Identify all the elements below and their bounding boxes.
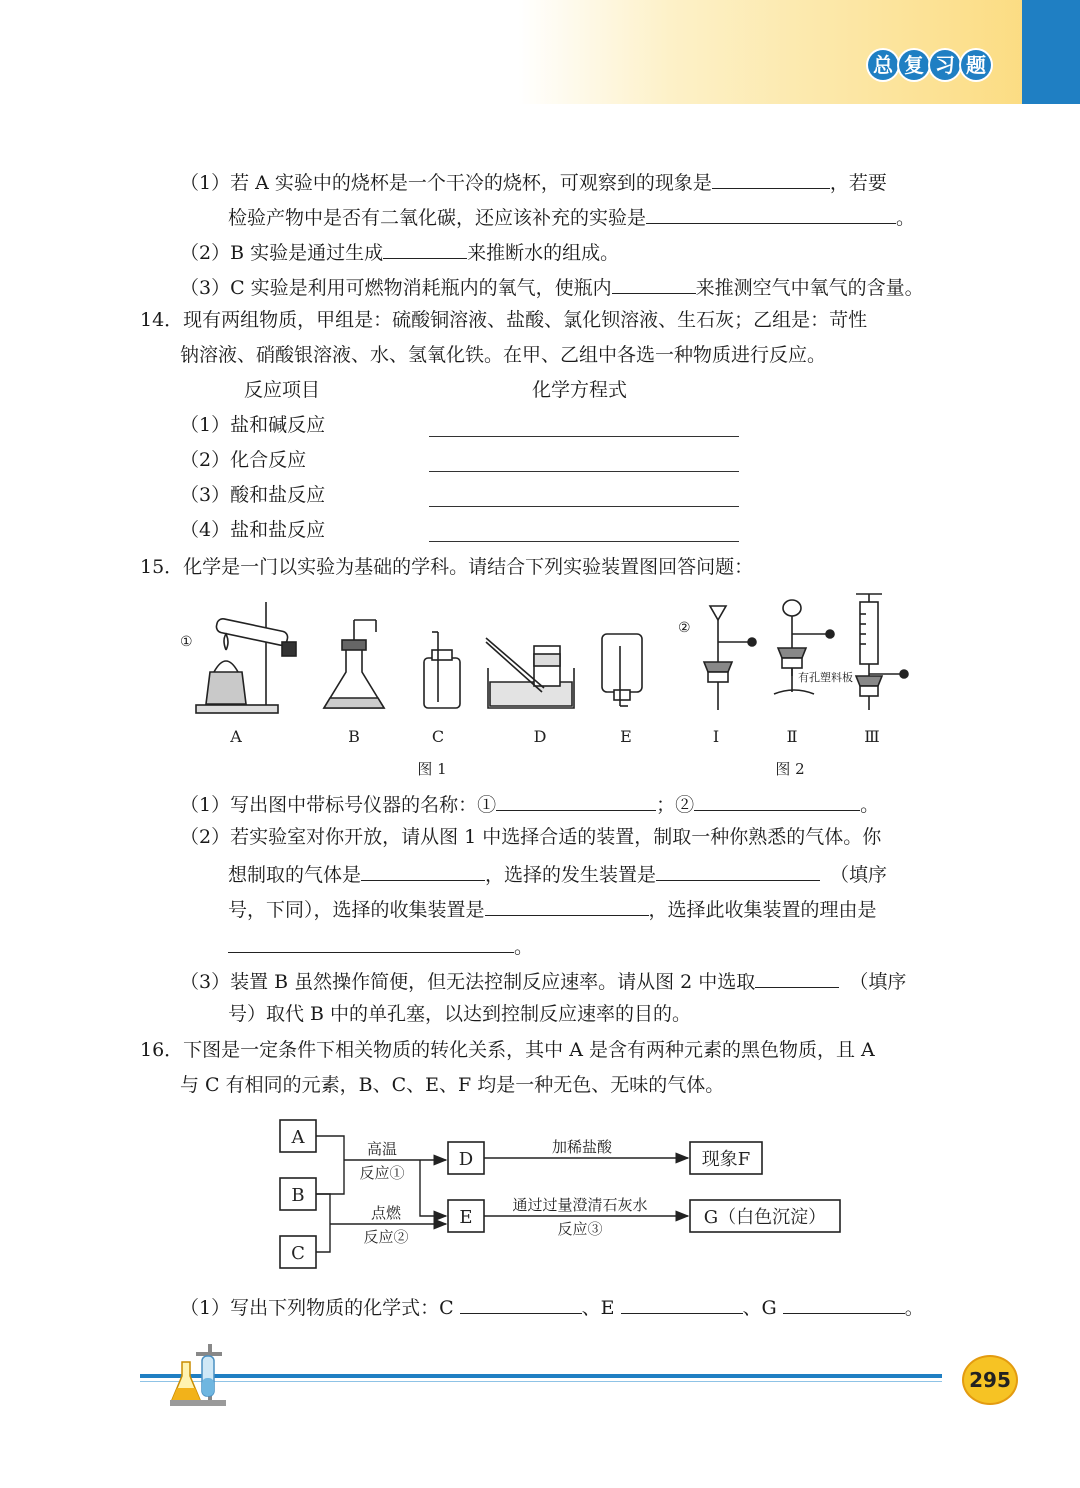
marker-1: ① <box>180 634 193 650</box>
answer-blank[interactable] <box>656 860 820 881</box>
q15-part1: （1）写出图中带标号仪器的名称：① ；② 。 <box>180 790 879 817</box>
answer-blank[interactable] <box>755 967 839 988</box>
equation-blank[interactable] <box>429 505 739 507</box>
q13-part1-line1: （1）若 A 实验中的烧杯是一个干冷的烧杯，可观察到的现象是 ，若要 <box>180 168 887 195</box>
title-char: 总 <box>868 50 898 80</box>
fig2-label-i: Ⅰ <box>712 727 720 746</box>
q14-column-reaction: 反应项目 <box>244 379 321 401</box>
q16-stem-line1: 16．下图是一定条件下相关物质的转化关系，其中 A 是含有两种元素的黑色物质，且 A <box>140 1039 875 1061</box>
answer-blank[interactable] <box>228 932 514 953</box>
equation-blank[interactable] <box>429 470 739 472</box>
label-e: E <box>459 1207 473 1228</box>
section-title <box>868 50 992 82</box>
q16-stem-line2: 与 C 有相同的元素，B、C、E、F 均是一种无色、无味的气体。 <box>180 1074 725 1096</box>
q13-part2: （2）B 实验是通过生成 来推断水的组成。 <box>180 238 619 265</box>
q15-part2-line3: 号，下同），选择的收集装置是 ，选择此收集装置的理由是 <box>228 895 877 922</box>
q13-part1-line2: 检验产物中是否有二氧化碳，还应该补充的实验是 。 <box>228 203 915 230</box>
apparatus-a <box>196 602 296 713</box>
arrow3-condition: 加稀盐酸 <box>551 1138 613 1156</box>
fig2-label-iii: Ⅲ <box>864 727 880 746</box>
fig1-caption: 图 1 <box>417 760 447 778</box>
answer-blank[interactable] <box>612 273 696 294</box>
q15-part3-line2: 号）取代 B 中的单孔塞，以达到控制反应速率的目的。 <box>228 1003 692 1025</box>
answer-blank[interactable] <box>361 860 485 881</box>
fig1-label-a: A <box>230 727 242 746</box>
fig2-label-ii: Ⅱ <box>786 727 798 746</box>
perforated-plate-label: 有孔塑料板 <box>798 671 853 684</box>
arrow4-reaction: 反应③ <box>557 1220 603 1238</box>
apparatus-b <box>324 620 384 708</box>
answer-blank[interactable] <box>496 790 656 811</box>
answer-blank[interactable] <box>383 238 467 259</box>
label-g: G（白色沉淀） <box>703 1207 827 1228</box>
label-d: D <box>458 1149 474 1170</box>
q15-part3-line1: （3）装置 B 虽然操作简便，但无法控制反应速率。请从图 2 中选取 （填序 <box>180 967 906 994</box>
footer-rule-thin <box>140 1381 942 1382</box>
q14-column-equation: 化学方程式 <box>532 379 628 401</box>
apparatus-e <box>602 634 642 706</box>
q16-part1: （1）写出下列物质的化学式：C 、E 、G 。 <box>180 1293 924 1320</box>
arrow2-reaction: 反应② <box>363 1228 409 1246</box>
q15-stem: 15．化学是一门以实验为基础的学科。请结合下列实验装置图回答问题： <box>140 556 754 578</box>
fig2-caption: 图 2 <box>775 760 805 778</box>
label-b: B <box>291 1185 305 1206</box>
answer-blank[interactable] <box>646 203 896 224</box>
q15-part2-line4: 。 <box>228 932 533 959</box>
conversion-diagram <box>270 1110 850 1280</box>
q14-stem-line1: 14．现有两组物质，甲组是：硫酸铜溶液、盐酸、氯化钡溶液、生石灰；乙组是：苛性 <box>140 309 868 331</box>
arrow1-condition: 高温 <box>366 1140 398 1158</box>
answer-blank[interactable] <box>694 790 860 811</box>
page-number-badge: 295 <box>962 1355 1018 1405</box>
arrow4-condition: 通过过量澄清石灰水 <box>512 1196 648 1214</box>
q14-item-3: （3）酸和盐反应 <box>180 484 326 506</box>
q14-item-4: （4）盐和盐反应 <box>180 519 326 541</box>
label-f: 现象F <box>701 1149 751 1170</box>
fig1-label-e: E <box>620 727 632 746</box>
title-char: 习 <box>930 50 960 80</box>
q14-item-2: （2）化合反应 <box>180 449 307 471</box>
answer-blank[interactable] <box>621 1293 743 1314</box>
q15-part2-line2: 想制取的气体是 ，选择的发生装置是 （填序 <box>228 860 887 887</box>
q14-item-1: （1）盐和碱反应 <box>180 414 326 436</box>
arrow2-condition: 点燃 <box>370 1204 402 1222</box>
answer-blank[interactable] <box>712 168 830 189</box>
answer-blank[interactable] <box>460 1293 582 1314</box>
fig1-label-c: C <box>431 727 445 746</box>
label-a: A <box>291 1127 305 1148</box>
apparatus-i <box>704 606 756 710</box>
apparatus-c <box>424 632 460 708</box>
fig1-label-d: D <box>533 727 547 746</box>
apparatus-d <box>486 638 574 708</box>
apparatus-figure <box>170 590 930 785</box>
q14-stem-line2: 钠溶液、硝酸银溶液、水、氢氧化铁。在甲、乙组中各选一种物质进行反应。 <box>180 344 827 366</box>
lab-flask-icon <box>168 1340 230 1410</box>
fig1-label-b: B <box>348 727 360 746</box>
arrow1-reaction: 反应① <box>359 1164 405 1182</box>
q13-part3: （3）C 实验是利用可燃物消耗瓶内的氧气，使瓶内 来推测空气中氧气的含量。 <box>180 273 924 300</box>
q15-part2-line1: （2）若实验室对你开放，请从图 1 中选择合适的装置，制取一种你熟悉的气体。你 <box>180 826 882 848</box>
apparatus-iii <box>856 594 908 710</box>
equation-blank[interactable] <box>429 540 739 542</box>
answer-blank[interactable] <box>783 1293 905 1314</box>
title-char: 题 <box>961 50 991 80</box>
footer-rule <box>140 1374 942 1378</box>
answer-blank[interactable] <box>485 895 649 916</box>
label-c: C <box>291 1243 305 1264</box>
marker-2: ② <box>678 620 691 636</box>
header-blue-tab <box>1022 0 1080 104</box>
equation-blank[interactable] <box>429 435 739 437</box>
title-char: 复 <box>899 50 929 80</box>
